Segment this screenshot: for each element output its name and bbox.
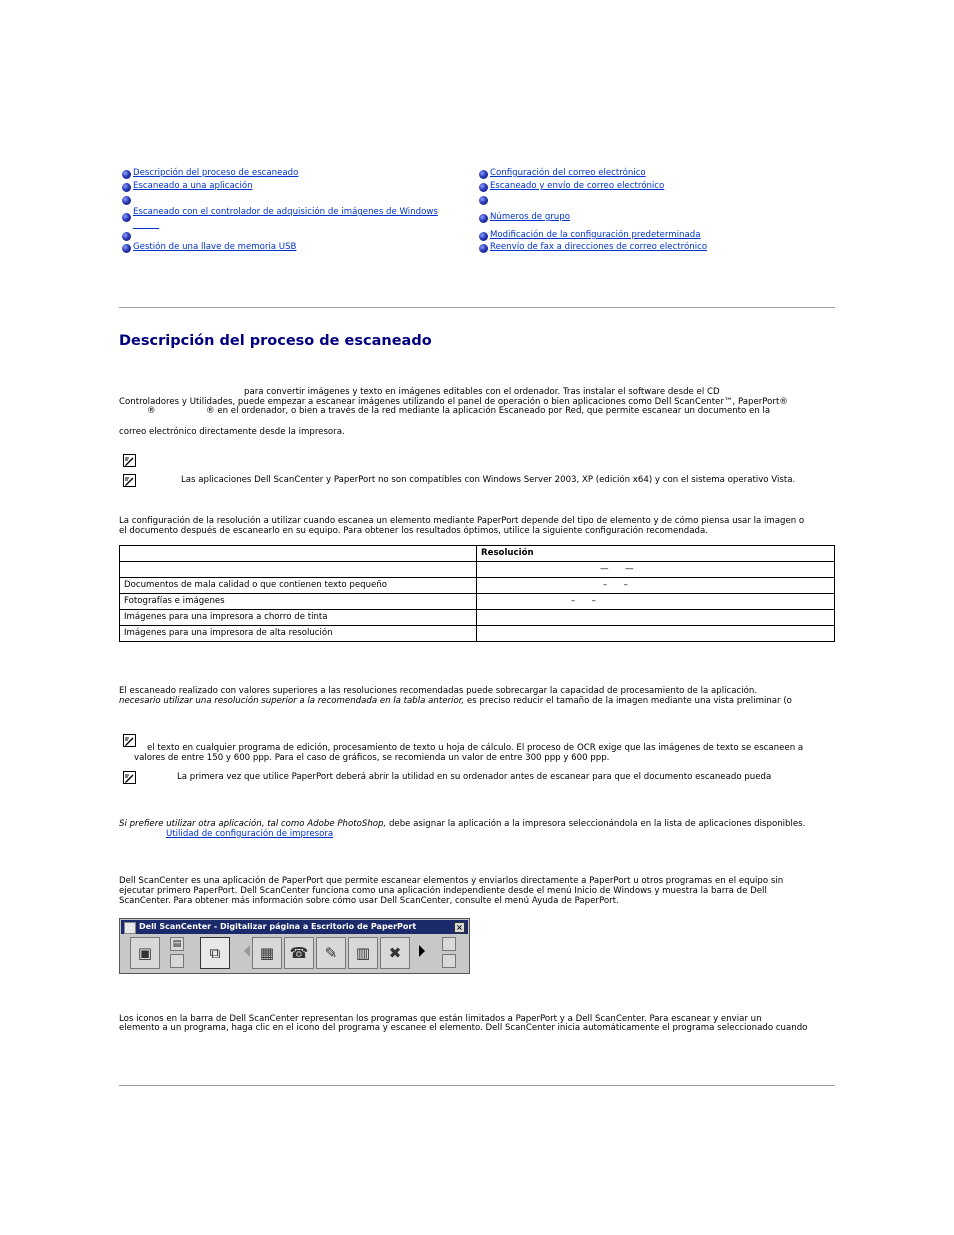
- overload-italic: necesario utilizar una resolución superior a la recomendada en la tabla anterior,: [119, 696, 465, 706]
- bullet-icon: [122, 196, 131, 205]
- bullet-icon: [122, 183, 131, 192]
- icons-line-1: Los iconos en la barra de Dell ScanCenter representan los programas que están limitados a PaperPort y a Dell ScanCenter. Para escanear y enviar un: [119, 1014, 762, 1024]
- bullet-icon: [479, 196, 488, 205]
- toc-link-blank-2[interactable]: [133, 230, 273, 240]
- bullet-icon: [479, 214, 488, 223]
- table-cell: Fotografías e imágenes: [120, 594, 477, 610]
- table-cell: — —: [477, 562, 835, 578]
- image-app-icon[interactable]: ▦: [252, 937, 282, 969]
- bullet-icon: [479, 244, 488, 253]
- divider: [119, 307, 835, 308]
- toc-link-group-numbers[interactable]: Números de grupo: [490, 212, 570, 222]
- pages-icon[interactable]: [170, 954, 184, 968]
- toc-link-usb-key[interactable]: Gestión de una llave de memoria USB: [133, 242, 297, 252]
- close-icon[interactable]: ×: [454, 922, 465, 933]
- app-icon: [124, 922, 136, 934]
- table-header-resolution: Resolución: [477, 546, 835, 562]
- table-cell: – –: [477, 578, 835, 594]
- toc-link-default-settings[interactable]: Modificación de la configuración predeterminada: [490, 230, 701, 240]
- table-cell: Imágenes para una impresora de alta resolución: [120, 626, 477, 642]
- resolution-intro-line-1: La configuración de la resolución a utilizar cuando escanea un elemento mediante PaperPort depende del tipo de elemento y de cómo piensa usar la imagen o: [119, 516, 805, 526]
- table-cell: [477, 610, 835, 626]
- toolbar-title-bar: [121, 920, 468, 934]
- scancenter-line-2: ejecutar primero PaperPort. Dell ScanCenter funciona como una aplicación independiente desde el menú Inicio de Windows y muestra la barra de Dell: [119, 886, 767, 896]
- toc-link-scan-overview[interactable]: Descripción del proceso de escaneado: [133, 168, 299, 178]
- overload-rest: es preciso reducir el tamaño de la imagen mediante una vista preliminar (o: [464, 696, 792, 706]
- table-row: [120, 610, 835, 626]
- section-title: Descripción del proceso de escaneado: [119, 333, 432, 349]
- fax-icon[interactable]: ☎: [284, 937, 314, 969]
- paperport-note: La primera vez que utilice PaperPort deberá abrir la utilidad en su ordenador antes de escanear para que el documento escaneado pueda: [177, 772, 772, 782]
- intro-line-3a: ®: [147, 406, 156, 416]
- table-header-row: [120, 546, 835, 562]
- resolution-intro-line-2: el documento después de escanearlo en su equipo. Para obtener los resultados óptimos, utilice la siguiente configuración recomendada.: [119, 526, 708, 536]
- bullet-icon: [479, 183, 488, 192]
- toc-link-fax-forward[interactable]: Reenvío de fax a direcciones de correo electrónico: [490, 242, 708, 252]
- note-compatibility: Las aplicaciones Dell ScanCenter y PaperPort no son compatibles con Windows Server 2003, XP (edición x64) y con el sistema operativo Vista.: [181, 475, 796, 485]
- divider: [119, 1085, 835, 1086]
- other-app-rest: debe asignar la aplicación a la impresora seleccionándola en la lista de aplicaciones disponibles.: [386, 819, 806, 829]
- printer-config-utility-link[interactable]: Utilidad de configuración de impresora: [166, 829, 334, 839]
- note-icon: [123, 474, 136, 487]
- icons-line-2: elemento a un programa, haga clic en el icono del programa y escanee el elemento. Dell ScanCenter inicia automáticamente el programa seleccionado cuando: [119, 1023, 808, 1033]
- table-row: [120, 594, 835, 610]
- dell-scancenter-toolbar: [119, 918, 470, 974]
- overload-line-1: El escaneado realizado con valores superiores a las resoluciones recomendadas puede sobrecargar la capacidad de procesamiento de la aplicación.: [119, 686, 758, 696]
- table-row: [120, 626, 835, 642]
- help-icon[interactable]: [442, 954, 456, 968]
- toolbar-title: Dell ScanCenter - Digitalizar página a Escritorio de PaperPort: [139, 922, 417, 931]
- ocr-note-line-2: valores de entre 150 y 600 ppp. Para el caso de gráficos, se recomienda un valor de entre 300 ppp y 600 ppp.: [134, 753, 610, 763]
- scancenter-line-3: ScanCenter. Para obtener más información sobre cómo usar Dell ScanCenter, consulte el menú Ayuda de PaperPort.: [119, 896, 619, 906]
- note-icon: [123, 454, 136, 467]
- table-header-cell: [120, 546, 477, 562]
- scroll-right-icon[interactable]: [419, 945, 425, 957]
- toc-link-email-config[interactable]: Configuración del correo electrónico: [490, 168, 646, 178]
- table-cell: [477, 626, 835, 642]
- note-icon: [123, 771, 136, 784]
- toc-link-scan-to-app[interactable]: Escaneado a una aplicación: [133, 181, 253, 191]
- toc-link-blank-1[interactable]: [133, 194, 256, 204]
- bullet-icon: [122, 213, 131, 222]
- bullet-icon: [479, 232, 488, 241]
- table-cell: – –: [477, 594, 835, 610]
- document-icon[interactable]: ▥: [348, 937, 378, 969]
- table-cell: Imágenes para una impresora a chorro de tinta: [120, 610, 477, 626]
- page-icon[interactable]: ▤: [170, 937, 184, 951]
- intro-line-2: Controladores y Utilidades, puede empezar a escanear imágenes utilizando el panel de operación o bien aplicaciones como Dell ScanCenter™, PaperPort®: [119, 397, 788, 407]
- other-app-italic: Si prefiere utilizar otra aplicación, tal como Adobe PhotoShop,: [119, 819, 387, 829]
- other-app-line: [119, 819, 805, 830]
- table-cell: Documentos de mala calidad o que contienen texto pequeño: [120, 578, 477, 594]
- intro-line-3b: ® en el ordenador, o bien a través de la red mediante la aplicación Escaneado por Red, que permite escanear un documento en la: [206, 406, 771, 416]
- bullet-icon: [479, 170, 488, 179]
- link-underline-continuation: [133, 228, 159, 229]
- excel-icon[interactable]: ✖: [380, 937, 410, 969]
- toc-link-blank-3[interactable]: [490, 194, 557, 204]
- bullet-icon: [122, 170, 131, 179]
- table-row: [120, 578, 835, 594]
- bullet-icon: [122, 232, 131, 241]
- ocr-note-line-1: el texto en cualquier programa de edición, procesamiento de texto u hoja de cálculo. El proceso de OCR exige que las imágenes de texto se escaneen a: [147, 743, 804, 753]
- paint-icon[interactable]: ✎: [316, 937, 346, 969]
- intro-line-1: para convertir imágenes y texto en imágenes editables con el ordenador. Tras instalar el software desde el CD: [244, 387, 720, 397]
- settings-icon[interactable]: [442, 937, 456, 951]
- table-cell: [120, 562, 477, 578]
- resolution-table: [119, 545, 835, 642]
- toc-link-scan-email[interactable]: Escaneado y envío de correo electrónico: [490, 181, 665, 191]
- note-icon: [123, 734, 136, 747]
- scancenter-line-1: Dell ScanCenter es una aplicación de PaperPort que permite escanear elementos y enviarlos directamente a PaperPort u otros programas en el equipo sin: [119, 876, 784, 886]
- overload-line-2: [119, 696, 792, 707]
- bullet-icon: [122, 244, 131, 253]
- scanner-icon[interactable]: ▣: [130, 937, 160, 969]
- paperport-desktop-icon[interactable]: ⧉: [200, 937, 230, 969]
- toc-link-wia-driver[interactable]: Escaneado con el controlador de adquisición de imágenes de Windows: [133, 207, 438, 217]
- scroll-left-icon[interactable]: [244, 945, 250, 957]
- table-row: [120, 562, 835, 578]
- intro-line-4: correo electrónico directamente desde la impresora.: [119, 427, 345, 437]
